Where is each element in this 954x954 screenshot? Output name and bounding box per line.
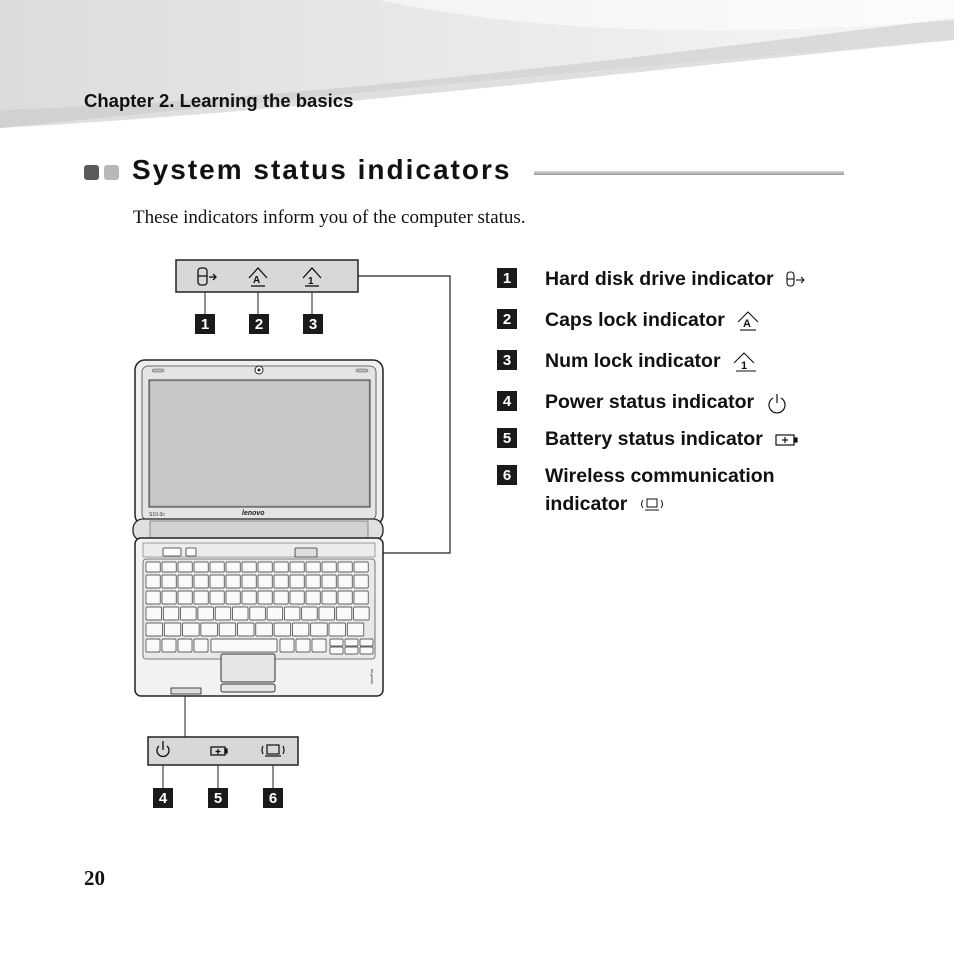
legend-item-num: [497, 347, 917, 375]
keyboard-key: [250, 607, 265, 620]
legend-label: Power status indicator: [545, 391, 755, 413]
keyboard-key: [194, 639, 208, 652]
keyboard-key: [354, 562, 368, 572]
wireless-icon: [639, 496, 665, 514]
keyboard-key: [296, 639, 310, 652]
keyboard-key: [146, 623, 163, 636]
legend-label: Caps lock indicator: [545, 309, 725, 331]
legend-num: 1: [497, 268, 517, 288]
keyboard-key: [274, 562, 288, 572]
keyboard-key: [258, 562, 272, 572]
keyboard-key: [345, 639, 358, 646]
keyboard-key: [311, 623, 328, 636]
intro-text: These indicators inform you of the computer status.: [133, 207, 526, 228]
callout-5: 5: [208, 788, 228, 808]
keyboard-key: [162, 639, 176, 652]
page-number: 20: [84, 866, 105, 890]
keyboard-key: [284, 607, 300, 620]
keyboard-key: [178, 639, 192, 652]
keyboard-key: [201, 623, 218, 636]
keyboard-key: [163, 607, 179, 620]
legend-num: 5: [497, 428, 517, 448]
keyboard-key: [194, 591, 208, 604]
legend-item-hdd: [497, 265, 917, 293]
callout-2: 2: [249, 314, 269, 334]
keyboard-key: [178, 591, 192, 604]
keyboard-key: [292, 623, 309, 636]
keyboard-key: [306, 591, 320, 604]
keyboard-key: [162, 562, 176, 572]
keyboard-key: [178, 575, 192, 588]
keyboard-key: [274, 623, 291, 636]
keyboard-key: [290, 591, 304, 604]
keyboard-key: [312, 639, 326, 652]
caps-lock-icon: [736, 310, 762, 332]
svg-text:1: 1: [308, 276, 314, 287]
legend-label: Wireless communication indicator: [545, 465, 775, 515]
svg-text:1: 1: [740, 359, 748, 372]
keyboard-key: [280, 639, 294, 652]
svg-text:S10-3c: S10-3c: [149, 512, 165, 518]
keyboard-key: [242, 575, 256, 588]
laptop-body: [133, 360, 383, 740]
keyboard-key: [238, 623, 255, 636]
keyboard-key: [183, 623, 200, 636]
legend-label: Battery status indicator: [545, 428, 763, 450]
svg-text:A: A: [743, 317, 752, 330]
keyboard-key: [256, 623, 272, 636]
keyboard-key: [233, 607, 249, 620]
callout-4: 4: [153, 788, 173, 808]
keyboard-key: [242, 562, 256, 572]
chapter-header: Chapter 2. Learning the basics: [84, 90, 354, 111]
keyboard-key: [267, 607, 283, 620]
keyboard-key: [319, 607, 335, 620]
callout-3: 3: [303, 314, 323, 334]
svg-text:IdeaPad: IdeaPad: [369, 669, 374, 684]
keyboard-key: [215, 607, 231, 620]
keyboard-key: [226, 562, 240, 572]
legend-num: 2: [497, 309, 517, 329]
keyboard-key: [194, 562, 208, 572]
keyboard-key: [338, 591, 352, 604]
keyboard-key: [198, 607, 214, 620]
keyboard-key: [194, 575, 208, 588]
keyboard-key: [211, 639, 277, 652]
keyboard-key: [210, 562, 224, 572]
keyboard-key: [226, 591, 240, 604]
keyboard-key: [336, 607, 352, 620]
keyboard-key: [258, 591, 272, 604]
keyboard-key: [322, 562, 336, 572]
legend-item-battery: [497, 425, 917, 453]
battery-icon: [774, 432, 800, 448]
callout-6: 6: [263, 788, 283, 808]
keyboard-key: [242, 591, 256, 604]
keyboard-key: [164, 623, 181, 636]
keyboard-key: [360, 647, 373, 654]
keyboard-key: [330, 647, 343, 654]
keyboard-key: [345, 647, 358, 654]
legend-num: 4: [497, 391, 517, 411]
keyboard-key: [162, 591, 176, 604]
keyboard-key: [302, 607, 318, 620]
keyboard-key: [354, 607, 370, 620]
bottom-indicator-panel: [148, 737, 298, 790]
keyboard-key: [290, 562, 304, 572]
keyboard-key: [146, 575, 160, 588]
keyboard-key: [210, 575, 224, 588]
keyboard-key: [274, 591, 288, 604]
legend-num: 3: [497, 350, 517, 370]
legend-item-caps: [497, 306, 917, 334]
power-icon: [766, 392, 788, 414]
keyboard-key: [306, 562, 320, 572]
num-lock-icon: [732, 351, 760, 373]
keyboard-key: [146, 607, 162, 620]
keyboard-key: [306, 575, 320, 588]
legend-num: 6: [497, 465, 517, 485]
keyboard-key: [354, 591, 368, 604]
keyboard-key: [330, 639, 343, 646]
legend-item-power: [497, 388, 917, 416]
keyboard-key: [347, 623, 364, 636]
keyboard-key: [329, 623, 346, 636]
keyboard-key: [338, 575, 352, 588]
keyboard-key: [338, 562, 352, 572]
keyboard-key: [360, 639, 373, 646]
legend-label: Num lock indicator: [545, 350, 721, 372]
keyboard-key: [162, 575, 176, 588]
keyboard-key: [219, 623, 236, 636]
svg-text:lenovo: lenovo: [242, 510, 265, 517]
indicator-legend: [497, 265, 917, 518]
callout-1: 1: [195, 314, 215, 334]
keyboard-key: [146, 591, 160, 604]
keyboard-key: [322, 591, 336, 604]
keyboard-key: [226, 575, 240, 588]
keyboard-key: [146, 639, 160, 652]
hard-disk-icon: [785, 270, 807, 290]
svg-text:A: A: [253, 275, 261, 286]
keyboard-key: [290, 575, 304, 588]
legend-item-wireless: [497, 462, 917, 518]
legend-label: Hard disk drive indicator: [545, 268, 774, 290]
keyboard-key: [274, 575, 288, 588]
keyboard-key: [181, 607, 197, 620]
keyboard-key: [146, 562, 160, 572]
keyboard-key: [210, 591, 224, 604]
keyboard-key: [258, 575, 272, 588]
section-title: System status indicators: [132, 154, 512, 185]
keyboard-key: [178, 562, 192, 572]
keyboard-key: [354, 575, 368, 588]
keyboard-key: [322, 575, 336, 588]
